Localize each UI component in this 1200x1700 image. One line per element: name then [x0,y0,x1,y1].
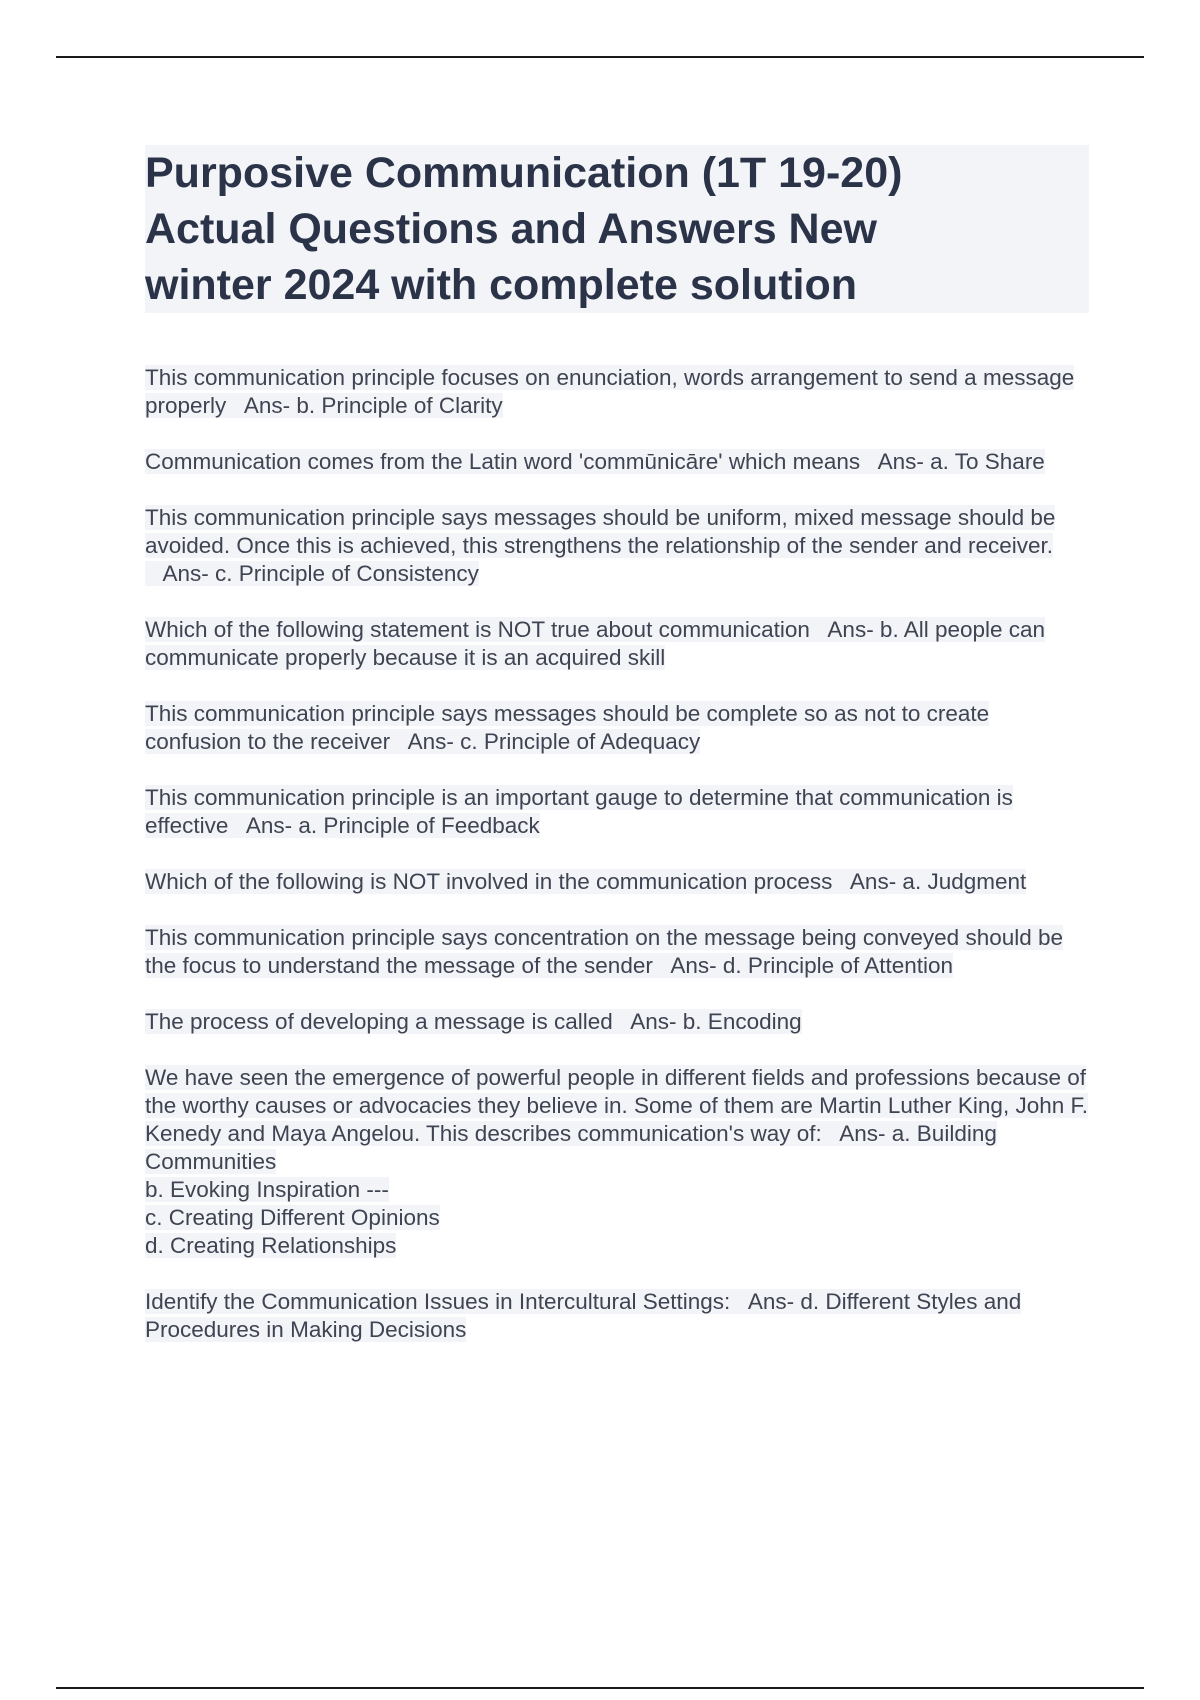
qa-item [145,924,1089,980]
page-title [145,145,1089,313]
answer-text: Ans- a. Building Communities [145,1121,997,1174]
answer-text: Ans- c. Principle of Adequacy [407,729,701,754]
title-block [145,145,1089,313]
answer-option: b. Evoking Inspiration --- [145,1177,389,1202]
question-text: Which of the following is NOT involved in the communication process [145,869,833,894]
answer-text: Ans- a. To Share [877,449,1045,474]
qa-item [145,448,1089,476]
qa-item [145,504,1089,588]
question-text: This communication principle says concentration on the message being conveyed should be the focus to understand the message of the sender [145,925,1064,978]
qa-item [145,364,1089,420]
question-text: This communication principle says messages should be complete so as not to create confusion to the receiver [145,701,990,754]
question-text: Which of the following statement is NOT true about communication [145,617,810,642]
answer-text: Ans- d. Different Styles and Procedures in Making Decisions [145,1289,1022,1342]
answer-text: Ans- a. Judgment [849,869,1027,894]
bottom-rule [56,1687,1144,1689]
qa-list [145,364,1089,1372]
question-text: This communication principle says messages should be uniform, mixed message should be avoided. Once this is achieved, this strengthens the relationship of the sender and receiver. [145,505,1056,558]
question-text: We have seen the emergence of powerful people in different fields and professions because of the worthy causes or advocacies they believe in. Some of them are Martin Luther King, John F. Kenedy and Maya Angelou. This describes communication's way of: [145,1065,1088,1146]
question-text: The process of developing a message is called [145,1009,613,1034]
answer-text: Ans- b. Principle of Clarity [243,393,503,418]
qa-item [145,700,1089,756]
answer-option: d. Creating Relationships [145,1233,397,1258]
answer-text: Ans- b. Encoding [630,1009,802,1034]
answer-text: Ans- b. All people can communicate properly because it is an acquired skill [145,617,1046,670]
question-text: Identify the Communication Issues in Intercultural Settings: [145,1289,731,1314]
qa-item [145,784,1089,840]
qa-item [145,1064,1089,1260]
question-text: This communication principle focuses on enunciation, words arrangement to send a message properly [145,365,1075,418]
question-text: Communication comes from the Latin word 'commūnicāre' which means [145,449,861,474]
answer-text: Ans- a. Principle of Feedback [245,813,540,838]
top-rule [56,56,1144,58]
qa-item [145,868,1089,896]
title-line: Actual Questions and Answers New [145,205,877,253]
answer-option: c. Creating Different Opinions [145,1205,440,1230]
qa-item [145,616,1089,672]
question-text: This communication principle is an important gauge to determine that communication is effective [145,785,1013,838]
answer-text: Ans- d. Principle of Attention [670,953,954,978]
qa-item [145,1008,1089,1036]
answer-text: Ans- c. Principle of Consistency [162,561,479,586]
qa-item [145,1288,1089,1344]
title-line: Purposive Communication (1T 19-20) [145,149,903,197]
title-line: winter 2024 with complete solution [145,261,858,309]
